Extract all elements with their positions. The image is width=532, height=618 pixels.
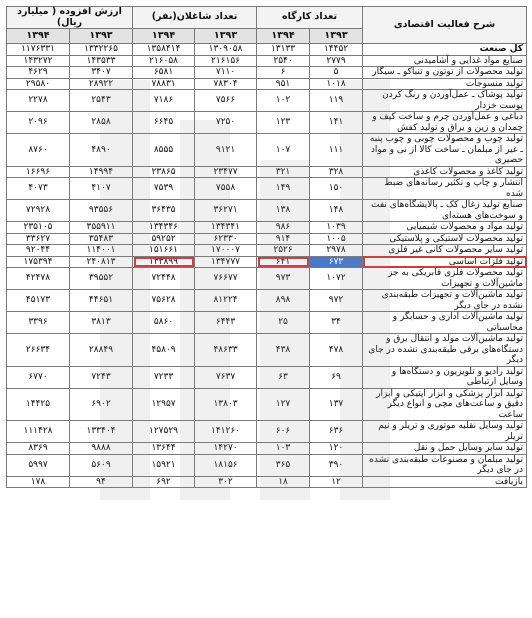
year-header: ۱۳۹۳	[70, 29, 133, 44]
activity-cell: صنایع مواد غذایی و آشامیدنی	[363, 55, 527, 67]
value-cell: ۳۶۴۳۵	[133, 200, 195, 222]
value-cell: ۱۳۶۴۴	[133, 443, 195, 455]
activity-cell: تولید کاغذ و محصولات کاغذی	[363, 166, 527, 178]
table-row	[7, 222, 527, 234]
value-cell: ۵۹۲۵۲	[133, 233, 195, 245]
value-cell: ۵	[310, 67, 363, 79]
value-cell: ۶۹۲	[133, 476, 195, 488]
value-cell: ۱۱۴۰۰۱	[70, 245, 133, 257]
value-cell: ۱۸	[257, 476, 310, 488]
table-row	[7, 166, 527, 178]
value-cell: ۳۹۵۵۲	[70, 268, 133, 290]
value-cell: ۷۲۵۰	[195, 112, 257, 134]
value-cell: ۷۶۶۷۷	[195, 268, 257, 290]
value-cell: ۲۱۶۱۵۶	[195, 55, 257, 67]
value-cell: ۷۵۶۶	[195, 90, 257, 112]
value-cell: ۲۷۷۹	[310, 55, 363, 67]
value-cell: ۴۳۸	[257, 334, 310, 367]
table-row	[7, 200, 527, 222]
activity-cell: بازیافت	[363, 476, 527, 488]
value-cell: ۱۴۲۷۰	[195, 443, 257, 455]
value-cell: ۲۲۷۸	[7, 90, 70, 112]
value-cell: ۷۱۸۶	[133, 90, 195, 112]
year-header: ۱۳۹۴	[7, 29, 70, 44]
activity-cell: تولید رادیو و تلویزیون و دستگاه‌ها و وسایل ارتباطی	[363, 366, 527, 388]
value-cell: ۶۳	[257, 366, 310, 388]
value-cell: ۳۵۵۹۱۱	[70, 222, 133, 234]
year-header: ۱۳۹۴	[133, 29, 195, 44]
value-cell: ۱۲	[310, 476, 363, 488]
table-row	[7, 67, 527, 79]
value-cell: ۳۳۹۶	[7, 312, 70, 334]
activity-cell: تولید محصولات فلزی فابریکی به جز ماشین‌آلات و تجهیزات	[363, 268, 527, 290]
table-row	[7, 476, 527, 488]
value-cell: ۶۳۶	[310, 421, 363, 443]
value-cell: ۹۵۱	[257, 78, 310, 90]
table-row	[7, 366, 527, 388]
value-cell: ۱۲۷	[257, 388, 310, 421]
value-cell: ۷۶۳۷	[195, 366, 257, 388]
value-cell: ۱۴۱۲۶۰	[195, 421, 257, 443]
activity-cell: کل صنعت	[363, 44, 527, 56]
value-cell: ۱۰۲	[257, 90, 310, 112]
value-cell: ۹۸۸۸	[70, 443, 133, 455]
table-row	[7, 312, 527, 334]
value-cell: ۱۴۹۹۴	[70, 166, 133, 178]
value-cell: ۱۳۳۴۰۴	[70, 421, 133, 443]
value-cell: ۶۷۳	[310, 256, 363, 268]
value-cell: ۸۳۶۹	[7, 443, 70, 455]
value-cell: ۷۵۵۸	[195, 178, 257, 200]
value-cell: ۳۶۲۷۱	[195, 200, 257, 222]
value-cell: ۸۱۲۲۴	[195, 290, 257, 312]
value-cell: ۱۳۵۸۴۱۴	[133, 44, 195, 56]
value-cell: ۲۵۲۶	[257, 245, 310, 257]
value-cell: ۱۵۹۲۱	[133, 454, 195, 476]
value-cell: ۱۳۳۲۲۶۵	[70, 44, 133, 56]
value-cell: ۱۴۹	[257, 178, 310, 200]
value-cell: ۲۸۹۲۲	[70, 78, 133, 90]
value-cell: ۱۲۹۵۷	[133, 388, 195, 421]
value-cell: ۲۴۰۸۱۳	[70, 256, 133, 268]
value-cell: ۴۵۸۰۹	[133, 334, 195, 367]
value-cell: ۱۳۳۸۹۹	[133, 256, 195, 268]
value-cell: ۶۲۳۳۰	[195, 233, 257, 245]
value-cell: ۵۹۹۷	[7, 454, 70, 476]
activity-cell: تولید ماشین‌آلات مولد و انتقال برق و دستگاه‌های برقی طبقه‌بندی نشده در جای دیگر	[363, 334, 527, 367]
value-cell: ۳۴	[310, 312, 363, 334]
value-cell: ۷۲۳۳	[133, 366, 195, 388]
activity-cell: تولید سایر وسایل حمل و نقل	[363, 443, 527, 455]
table-container	[6, 6, 526, 488]
value-cell: ۷۲۴۳	[70, 366, 133, 388]
value-cell: ۱۴۳۵۳۳	[70, 55, 133, 67]
value-cell: ۲۹۵۸۰	[7, 78, 70, 90]
year-header: ۱۳۹۴	[257, 29, 310, 44]
value-cell: ۵۸۶۰	[133, 312, 195, 334]
value-added-header: ارزش افزوده ( میلیارد ریال)	[7, 7, 133, 29]
activity-cell: تولید پوشاک ـ عمل‌آوردن و رنگ کردن پوست خزدار	[363, 90, 527, 112]
value-cell: ۲۸۸۴۹	[70, 334, 133, 367]
value-cell: ۱۱۱	[310, 134, 363, 167]
table-row	[7, 454, 527, 476]
value-cell: ۲۰۹۶	[7, 112, 70, 134]
activity-cell: تولید فلزات اساسی	[363, 256, 527, 268]
value-cell: ۴۰۷۳	[7, 178, 70, 200]
table-row	[7, 134, 527, 167]
value-cell: ۹۱۲۱	[195, 134, 257, 167]
value-cell: ۷۲۴۴۸	[133, 268, 195, 290]
value-cell: ۱۳۴۳۴۱	[195, 222, 257, 234]
value-cell: ۲۵۴۳	[70, 90, 133, 112]
activity-cell: تولید منسوجات	[363, 78, 527, 90]
header-row	[7, 7, 527, 29]
value-cell: ۱۷۵۳۹۴	[7, 256, 70, 268]
year-header: ۱۳۹۳	[310, 29, 363, 44]
value-cell: ۶۷۷۰	[7, 366, 70, 388]
value-cell: ۹۷۳	[257, 268, 310, 290]
activity-cell: تولید محصولات از توتون و تنباکو ـ سیگار	[363, 67, 527, 79]
value-cell: ۱۴۴۲۵	[7, 388, 70, 421]
value-cell: ۱۳۸	[257, 200, 310, 222]
value-cell: ۴۵۱۷۳	[7, 290, 70, 312]
value-cell: ۳۲۱	[257, 166, 310, 178]
value-cell: ۸۷۶۰	[7, 134, 70, 167]
value-cell: ۱۳۱۳۳	[257, 44, 310, 56]
value-cell: ۲۵۴۰	[257, 55, 310, 67]
value-cell: ۳۶۵	[257, 454, 310, 476]
value-cell: ۳۹۰	[310, 454, 363, 476]
value-cell: ۶۹۰۲	[70, 388, 133, 421]
value-cell: ۵۶۰۹	[70, 454, 133, 476]
value-cell: ۱۱۷۶۳۳۱	[7, 44, 70, 56]
value-cell: ۱۴۴۵۲	[310, 44, 363, 56]
value-cell: ۱۳۴۳۴۶	[133, 222, 195, 234]
table-row	[7, 178, 527, 200]
value-cell: ۱۷۸	[7, 476, 70, 488]
value-cell: ۲۸۵۸	[70, 112, 133, 134]
table-row	[7, 443, 527, 455]
value-cell: ۲۳۵۱۰۵	[7, 222, 70, 234]
value-cell: ۸۹۸	[257, 290, 310, 312]
value-cell: ۱۵۰	[310, 178, 363, 200]
value-cell: ۴۸۹۰	[70, 134, 133, 167]
table-row	[7, 44, 527, 56]
table-row	[7, 421, 527, 443]
value-cell: ۹۴	[70, 476, 133, 488]
value-cell: ۸۵۵۵	[133, 134, 195, 167]
value-cell: ۱۴۸	[310, 200, 363, 222]
activity-cell: تولید مبلمان و مصنوعات طبقه‌بندی نشده در جای دیگر	[363, 454, 527, 476]
value-cell: ۲۹۷۸	[310, 245, 363, 257]
value-cell: ۹۸۶	[257, 222, 310, 234]
value-cell: ۱۰۷۲	[310, 268, 363, 290]
table-row	[7, 290, 527, 312]
table-row	[7, 90, 527, 112]
value-cell: ۹۲۰۴۴	[7, 245, 70, 257]
activity-cell: دباغی و عمل‌آوردن چرم و ساخت کیف و چمدان و زین و یراق و تولید کفش	[363, 112, 527, 134]
value-cell: ۱۰۰۵	[310, 233, 363, 245]
value-cell: ۱۷۰۰۰۷	[195, 245, 257, 257]
value-cell: ۶	[257, 67, 310, 79]
table-row	[7, 256, 527, 268]
activity-header: شرح فعالیت اقتصادی	[363, 7, 527, 44]
value-cell: ۹۳۵۵۶	[70, 200, 133, 222]
value-cell: ۴۱۰۷	[70, 178, 133, 200]
activity-cell: تولید ماشین‌آلات و تجهیزات طبقه‌بندی نشده در جای دیگر	[363, 290, 527, 312]
employees-header: تعداد شاغلان(نفر)	[133, 7, 257, 29]
value-cell: ۷۸۸۳۱	[133, 78, 195, 90]
value-cell: ۷۵۶۲۸	[133, 290, 195, 312]
value-cell: ۹۱۴	[257, 233, 310, 245]
value-cell: ۱۰۷	[257, 134, 310, 167]
value-cell: ۱۰۱۸	[310, 78, 363, 90]
value-cell: ۱۰۳	[257, 443, 310, 455]
value-cell: ۷۸۳۰۴	[195, 78, 257, 90]
value-cell: ۲۳۸۶۵	[133, 166, 195, 178]
value-cell: ۶۵۸۱	[133, 67, 195, 79]
value-cell: ۱۳۸۰۳	[195, 388, 257, 421]
activity-cell: انتشار و چاپ و تکثیر رسانه‌های ضبط شده	[363, 178, 527, 200]
value-cell: ۴۶۲۹	[7, 67, 70, 79]
value-cell: ۱۶۶۹۶	[7, 166, 70, 178]
value-cell: ۷۱۱۰	[195, 67, 257, 79]
value-cell: ۱۴۱	[310, 112, 363, 134]
value-cell: ۹۷۲	[310, 290, 363, 312]
value-cell: ۷۵۳۹	[133, 178, 195, 200]
value-cell: ۴۲۴۷۸	[7, 268, 70, 290]
value-cell: ۱۲۰	[310, 443, 363, 455]
value-cell: ۶۴۴۳	[195, 312, 257, 334]
value-cell: ۷۲۹۲۸	[7, 200, 70, 222]
activity-cell: تولید چوب و محصولات چوبی و چوب پنبه ـ غیر از مبلمان ـ ساخت کالا از نی و مواد حصیری	[363, 134, 527, 167]
value-cell: ۶۶۴۵	[133, 112, 195, 134]
value-cell: ۱۲۷۵۲۹	[133, 421, 195, 443]
value-cell: ۳۵۴۸۳	[70, 233, 133, 245]
value-cell: ۱۳۴۷۷۷	[195, 256, 257, 268]
table-row	[7, 245, 527, 257]
activity-cell: تولید وسایل نقلیه موتوری و تریلر و نیم تریلر	[363, 421, 527, 443]
value-cell: ۳۴۰۷	[70, 67, 133, 79]
year-header: ۱۳۹۳	[195, 29, 257, 44]
value-cell: ۳۳۶۲۷	[7, 233, 70, 245]
activity-cell: صنایع تولید زغال کک ـ پالایشگاه‌های نفت و سوخت‌های هسته‌ای	[363, 200, 527, 222]
value-cell: ۱۱۱۴۲۸	[7, 421, 70, 443]
value-cell: ۱۴۳۲۷۲	[7, 55, 70, 67]
value-cell: ۳۸۱۳	[70, 312, 133, 334]
value-cell: ۱۵۱۶۶۱	[133, 245, 195, 257]
value-cell: ۴۴۶۵۱	[70, 290, 133, 312]
table-row	[7, 55, 527, 67]
industry-table	[6, 6, 527, 488]
value-cell: ۶۰۶	[257, 421, 310, 443]
value-cell: ۳۰۲	[195, 476, 257, 488]
value-cell: ۱۱۹	[310, 90, 363, 112]
activity-cell: تولید ابزار پزشکی و ابزار اپتیکی و ابزار دقیق و ساعت‌های مچی و انواع دیگر ساعت	[363, 388, 527, 421]
value-cell: ۲۱۶۰۵۸	[133, 55, 195, 67]
table-body	[7, 44, 527, 488]
value-cell: ۱۳۰۹۰۵۸	[195, 44, 257, 56]
activity-cell: تولید مواد و محصولات شیمیایی	[363, 222, 527, 234]
activity-cell: تولید ماشین‌آلات اداری و حسابگر و محاسباتی	[363, 312, 527, 334]
table-row	[7, 233, 527, 245]
table-row	[7, 78, 527, 90]
value-cell: ۱۸۱۵۶	[195, 454, 257, 476]
activity-cell: تولید محصولات لاستیکی و پلاستیکی	[363, 233, 527, 245]
value-cell: ۲۶۶۳۴	[7, 334, 70, 367]
table-row	[7, 112, 527, 134]
value-cell: ۶۴۱	[257, 256, 310, 268]
table-row	[7, 268, 527, 290]
value-cell: ۲۳۴۷۷	[195, 166, 257, 178]
value-cell: ۴۸۶۳۳	[195, 334, 257, 367]
table-row	[7, 388, 527, 421]
value-cell: ۴۷۸	[310, 334, 363, 367]
value-cell: ۲۵	[257, 312, 310, 334]
activity-cell: تولید سایر محصولات کانی غیر فلزی	[363, 245, 527, 257]
value-cell: ۱۰۳۹	[310, 222, 363, 234]
value-cell: ۱۳۷	[310, 388, 363, 421]
value-cell: ۶۹	[310, 366, 363, 388]
workshop-count-header: تعداد کارگاه	[257, 7, 363, 29]
value-cell: ۱۲۳	[257, 112, 310, 134]
value-cell: ۳۲۸	[310, 166, 363, 178]
table-row	[7, 334, 527, 367]
